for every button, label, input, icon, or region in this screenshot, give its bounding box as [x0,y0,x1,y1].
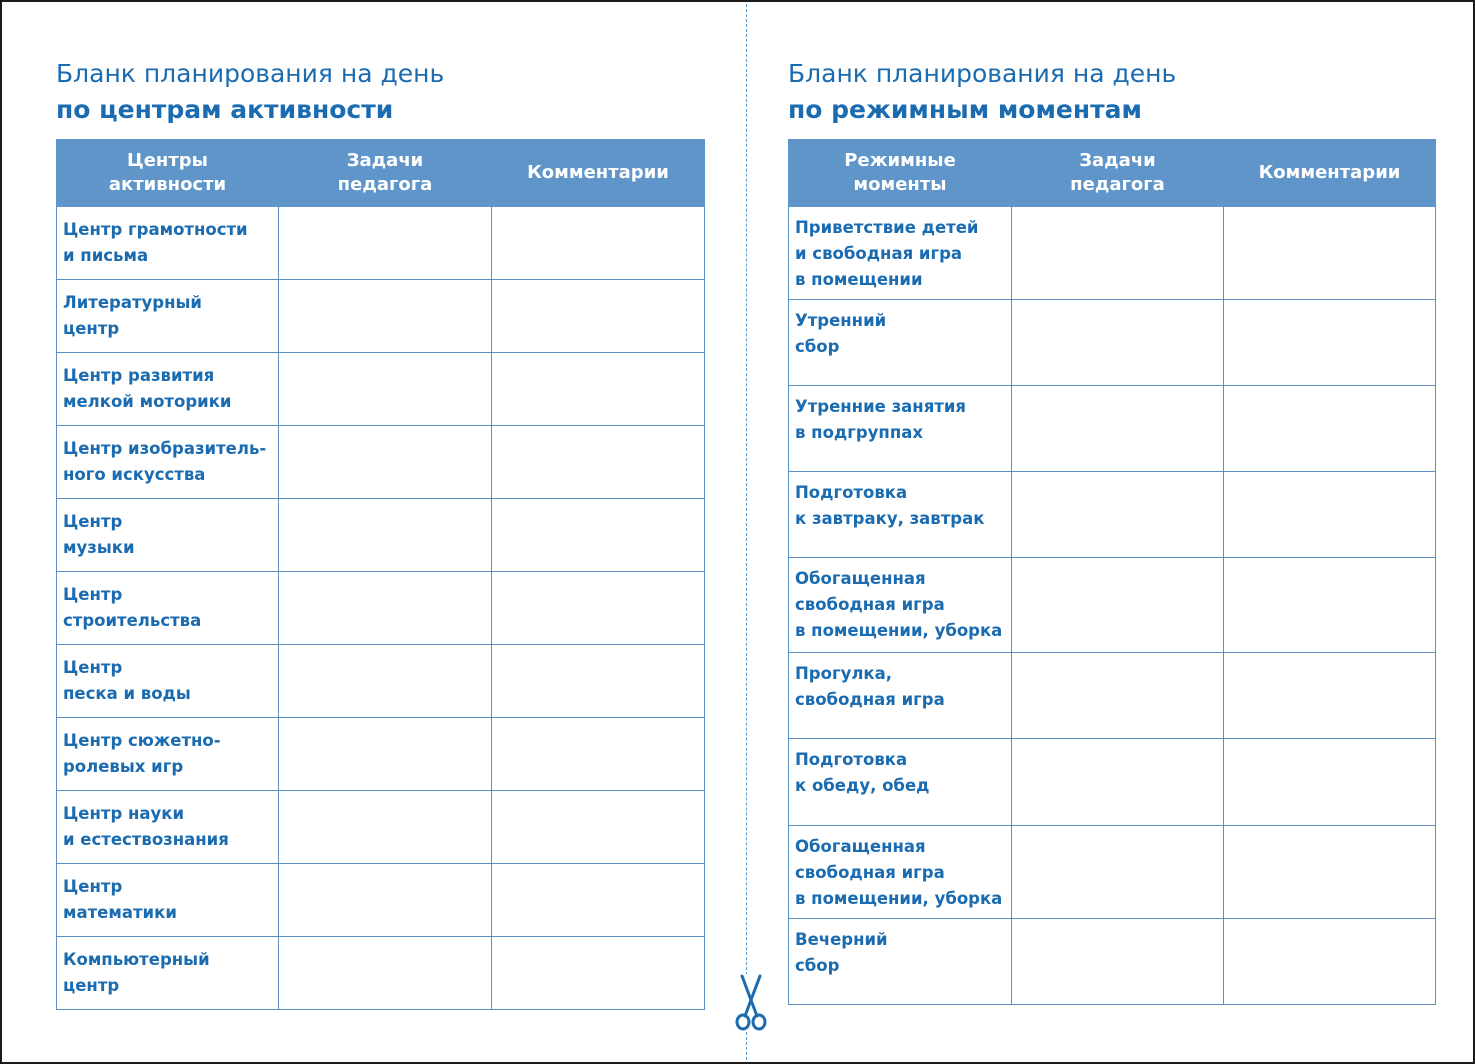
comments-cell[interactable] [492,207,705,280]
tasks-cell[interactable] [279,937,492,1010]
table-row [789,558,1436,653]
row-label: Утренние занятия в подгруппах [789,386,1012,472]
column-header-label: Комментарии [1258,162,1401,183]
tasks-cell[interactable] [279,718,492,791]
routine-moments-table [788,139,1436,1005]
row-label: Прогулка, свободная игра [789,653,1012,739]
row-label: Центр строительства [57,572,279,645]
comments-cell[interactable] [492,353,705,426]
row-label: Вечерний сбор [789,919,1012,1005]
right-title-line1: Бланк планирования на день [788,59,1177,88]
comments-cell[interactable] [492,280,705,353]
row-label: Центр сюжетно- ролевых игр [57,718,279,791]
activity-centers-table [56,139,705,1010]
tasks-cell[interactable] [279,864,492,937]
tasks-cell[interactable] [279,572,492,645]
row-label: Подготовка к обеду, обед [789,739,1012,826]
tasks-cell[interactable] [279,207,492,280]
comments-cell[interactable] [1224,386,1436,472]
table-row [789,472,1436,558]
tasks-cell[interactable] [279,791,492,864]
row-label: Центр песка и воды [57,645,279,718]
row-label: Центр математики [57,864,279,937]
comments-cell[interactable] [1224,300,1436,386]
cut-line [746,4,747,1060]
row-label: Литературный центр [57,280,279,353]
table-row [789,919,1436,1005]
left-title-line2: по центрам активности [56,95,394,124]
comments-cell[interactable] [492,791,705,864]
comments-cell[interactable] [492,645,705,718]
tasks-cell[interactable] [279,353,492,426]
tasks-cell[interactable] [1012,826,1224,919]
tasks-cell[interactable] [1012,207,1224,300]
row-label: Подготовка к завтраку, завтрак [789,472,1012,558]
comments-cell[interactable] [1224,826,1436,919]
table-row [57,718,705,791]
column-header-label: Задачи педагога [337,150,433,195]
column-header-label: Задачи педагога [1070,150,1165,195]
row-label: Центр музыки [57,499,279,572]
tasks-cell[interactable] [279,426,492,499]
tasks-cell[interactable] [1012,739,1224,826]
table-row [789,739,1436,826]
comments-cell[interactable] [1224,207,1436,300]
tasks-cell[interactable] [1012,653,1224,739]
table-row [789,653,1436,739]
table-row [789,826,1436,919]
row-label: Утренний сбор [789,300,1012,386]
table-header-row [57,140,705,207]
comments-cell[interactable] [492,572,705,645]
comments-cell[interactable] [492,718,705,791]
comments-cell[interactable] [492,426,705,499]
column-header-comments [492,140,705,207]
table-row [57,207,705,280]
tasks-cell[interactable] [1012,472,1224,558]
comments-cell[interactable] [492,499,705,572]
column-header-tasks [1012,140,1224,207]
table-row [57,791,705,864]
table-row [57,280,705,353]
tasks-cell[interactable] [1012,558,1224,653]
row-label: Центр изобразитель- ного искусства [57,426,279,499]
scissors-icon [731,974,771,1032]
tasks-cell[interactable] [279,499,492,572]
table-row [789,300,1436,386]
row-label: Центр грамотности и письма [57,207,279,280]
tasks-cell[interactable] [1012,300,1224,386]
comments-cell[interactable] [1224,653,1436,739]
comments-cell[interactable] [1224,558,1436,653]
table-header-row [789,140,1436,207]
table-row [57,353,705,426]
row-label: Обогащенная свободная игра в помещении, уборка [789,826,1012,919]
column-header-comments [1224,140,1436,207]
row-label: Приветствие детей и свободная игра в помещении [789,207,1012,300]
row-label: Компьютерный центр [57,937,279,1010]
column-header-label: Центры активности [108,150,227,195]
row-label: Обогащенная свободная игра в помещении, уборка [789,558,1012,653]
column-header-moments [789,140,1012,207]
comments-cell[interactable] [492,937,705,1010]
comments-cell[interactable] [1224,472,1436,558]
comments-cell[interactable] [1224,919,1436,1005]
table-row [789,207,1436,300]
table-row [57,426,705,499]
right-page-title [788,56,1176,128]
tasks-cell[interactable] [279,645,492,718]
table-row [57,499,705,572]
table-row [57,937,705,1010]
column-header-label: Комментарии [527,162,669,183]
left-page-title [56,56,444,128]
column-header-centers [57,140,279,207]
row-label: Центр науки и естествознания [57,791,279,864]
table-row [57,572,705,645]
right-title-line2: по режимным моментам [788,95,1142,124]
tasks-cell[interactable] [279,280,492,353]
column-header-tasks [279,140,492,207]
table-row [57,864,705,937]
comments-cell[interactable] [1224,739,1436,826]
table-row [57,645,705,718]
row-label: Центр развития мелкой моторики [57,353,279,426]
tasks-cell[interactable] [1012,386,1224,472]
tasks-cell[interactable] [1012,919,1224,1005]
comments-cell[interactable] [492,864,705,937]
table-row [789,386,1436,472]
left-title-line1: Бланк планирования на день [56,59,445,88]
column-header-label: Режимные моменты [844,150,956,195]
